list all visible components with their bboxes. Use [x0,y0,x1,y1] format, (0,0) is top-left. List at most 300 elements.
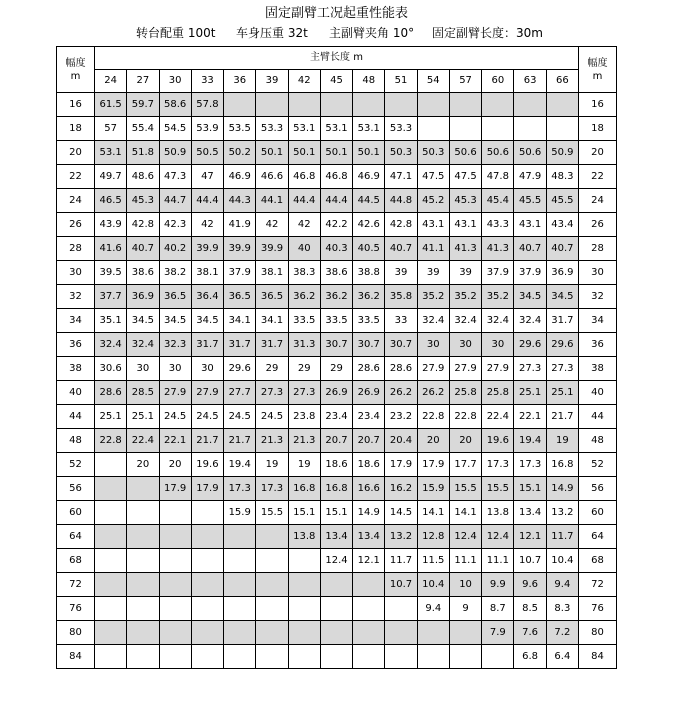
capacity-cell: 18.6 [320,453,352,477]
capacity-cell: 43.1 [449,213,481,237]
capacity-cell [191,597,223,621]
capacity-cell [288,645,320,669]
capacity-cell: 36.2 [353,285,385,309]
capacity-cell [127,621,159,645]
capacity-cell [449,621,481,645]
capacity-cell: 26.2 [417,381,449,405]
capacity-cell: 47.3 [159,165,191,189]
capacity-cell: 14.9 [546,477,578,501]
capacity-cell: 44.3 [224,189,256,213]
header-row-boom [57,47,617,70]
capacity-cell [385,597,417,621]
table-row [57,165,617,189]
radius-cell-right: 36 [579,333,617,357]
capacity-cell: 20.7 [353,429,385,453]
radius-cell-right: 38 [579,357,617,381]
table-row [57,261,617,285]
capacity-cell: 22.1 [159,429,191,453]
capacity-cell: 45.3 [449,189,481,213]
capacity-cell [288,93,320,117]
capacity-cell: 40.7 [514,237,546,261]
radius-cell-right: 44 [579,405,617,429]
capacity-cell [159,645,191,669]
capacity-cell: 8.3 [546,597,578,621]
capacity-cell: 49.7 [95,165,127,189]
capacity-cell: 12.8 [417,525,449,549]
capacity-cell [95,621,127,645]
capacity-cell [449,645,481,669]
capacity-cell: 38.6 [320,261,352,285]
capacity-cell: 30.6 [95,357,127,381]
capacity-cell: 24.5 [159,405,191,429]
capacity-cell: 8.7 [482,597,514,621]
capacity-cell: 47.5 [449,165,481,189]
capacity-cell: 38.1 [191,261,223,285]
table-row [57,93,617,117]
capacity-cell [159,525,191,549]
capacity-cell: 61.5 [95,93,127,117]
capacity-cell: 9.6 [514,573,546,597]
table-row [57,429,617,453]
capacity-cell: 30 [449,333,481,357]
capacity-cell: 28.6 [353,357,385,381]
capacity-cell: 9 [449,597,481,621]
capacity-cell [482,645,514,669]
capacity-cell: 18.6 [353,453,385,477]
capacity-cell [320,93,352,117]
radius-cell-left: 24 [57,189,95,213]
capacity-cell: 33 [385,309,417,333]
capacity-cell [224,645,256,669]
capacity-cell: 50.1 [320,141,352,165]
capacity-cell [288,621,320,645]
capacity-cell [256,93,288,117]
table-row [57,237,617,261]
capacity-cell: 45.5 [514,189,546,213]
capacity-cell [95,597,127,621]
capacity-cell: 38.6 [127,261,159,285]
capacity-cell: 22.4 [482,405,514,429]
capacity-cell [95,477,127,501]
capacity-cell [191,525,223,549]
capacity-cell: 32.4 [449,309,481,333]
capacity-cell: 31.7 [191,333,223,357]
radius-cell-right: 64 [579,525,617,549]
capacity-cell [127,525,159,549]
radius-cell-right: 22 [579,165,617,189]
capacity-cell: 12.4 [320,549,352,573]
table-row [57,597,617,621]
capacity-cell: 17.9 [159,477,191,501]
capacity-cell: 55.4 [127,117,159,141]
capacity-cell: 25.8 [482,381,514,405]
capacity-cell [191,645,223,669]
capacity-cell: 19.4 [224,453,256,477]
radius-cell-right: 20 [579,141,617,165]
capacity-cell: 27.3 [514,357,546,381]
capacity-cell: 30 [191,357,223,381]
boom-length-cell: 63 [514,70,546,93]
capacity-cell: 32.3 [159,333,191,357]
capacity-cell: 35.1 [95,309,127,333]
capacity-cell: 39 [417,261,449,285]
capacity-cell: 35.2 [482,285,514,309]
capacity-cell: 34.5 [546,285,578,309]
capacity-cell: 20.7 [320,429,352,453]
jib-length-label: 固定副臂长度：30m [432,26,543,40]
capacity-cell [482,117,514,141]
capacity-cell: 36.5 [256,285,288,309]
radius-cell-right: 40 [579,381,617,405]
capacity-cell [320,597,352,621]
capacity-cell [256,645,288,669]
capacity-cell: 34.1 [224,309,256,333]
capacity-cell: 36.2 [320,285,352,309]
capacity-cell: 44.4 [288,189,320,213]
capacity-cell [449,93,481,117]
radius-cell-left: 26 [57,213,95,237]
capacity-cell: 42.8 [127,213,159,237]
capacity-cell: 39 [449,261,481,285]
capacity-cell: 46.5 [95,189,127,213]
table-row [57,621,617,645]
capacity-cell: 37.9 [514,261,546,285]
capacity-cell: 50.6 [482,141,514,165]
capacity-cell: 43.9 [95,213,127,237]
capacity-cell: 12.1 [514,525,546,549]
capacity-cell: 17.9 [191,477,223,501]
capacity-cell: 32.4 [95,333,127,357]
capacity-cell: 41.9 [224,213,256,237]
capacity-cell: 53.3 [385,117,417,141]
capacity-cell: 41.3 [482,237,514,261]
capacity-cell [159,597,191,621]
capacity-cell: 30 [482,333,514,357]
capacity-cell: 57.8 [191,93,223,117]
capacity-cell: 30 [127,357,159,381]
capacity-cell [224,597,256,621]
capacity-cell [320,621,352,645]
capacity-cell [546,117,578,141]
capacity-cell: 27.9 [191,381,223,405]
capacity-cell: 50.6 [514,141,546,165]
radius-cell-right: 52 [579,453,617,477]
capacity-cell: 10.7 [385,573,417,597]
radius-cell-left: 64 [57,525,95,549]
capacity-cell [353,621,385,645]
capacity-cell: 50.9 [159,141,191,165]
capacity-cell: 53.5 [224,117,256,141]
radius-header-text: 幅度 [65,57,86,69]
capacity-cell: 30 [159,357,191,381]
boom-length-cell: 57 [449,70,481,93]
capacity-cell: 33.5 [353,309,385,333]
capacity-cell: 6.8 [514,645,546,669]
capacity-cell [127,477,159,501]
capacity-cell: 36.5 [224,285,256,309]
capacity-cell: 23.4 [320,405,352,429]
capacity-cell: 13.4 [353,525,385,549]
capacity-cell [95,645,127,669]
capacity-cell: 20 [159,453,191,477]
capacity-cell: 50.6 [449,141,481,165]
capacity-cell [191,549,223,573]
table-row [57,381,617,405]
table-row [57,285,617,309]
capacity-cell: 38.2 [159,261,191,285]
radius-cell-right: 84 [579,645,617,669]
capacity-cell: 22.1 [514,405,546,429]
capacity-cell: 38.1 [256,261,288,285]
capacity-cell: 32.4 [417,309,449,333]
header-row-lengths [57,70,617,93]
capacity-cell [256,525,288,549]
capacity-cell: 16.8 [546,453,578,477]
capacity-cell: 34.5 [514,285,546,309]
capacity-cell: 31.7 [224,333,256,357]
capacity-cell [417,117,449,141]
radius-cell-left: 40 [57,381,95,405]
capacity-cell: 40.7 [127,237,159,261]
capacity-cell: 15.1 [288,501,320,525]
capacity-cell: 59.7 [127,93,159,117]
capacity-cell: 47.1 [385,165,417,189]
capacity-cell: 30 [417,333,449,357]
capacity-cell: 50.1 [353,141,385,165]
capacity-cell: 54.5 [159,117,191,141]
radius-cell-left: 52 [57,453,95,477]
table-row [57,501,617,525]
capacity-cell: 14.5 [385,501,417,525]
boom-length-cell: 24 [95,70,127,93]
radius-cell-right: 34 [579,309,617,333]
capacity-cell: 24.5 [256,405,288,429]
capacity-cell: 11.1 [482,549,514,573]
capacity-cell [95,549,127,573]
capacity-cell: 37.7 [95,285,127,309]
table-row [57,405,617,429]
capacity-cell: 31.3 [288,333,320,357]
capacity-cell: 50.2 [224,141,256,165]
capacity-cell: 57 [95,117,127,141]
capacity-cell: 19.6 [482,429,514,453]
radius-cell-left: 18 [57,117,95,141]
capacity-cell: 8.5 [514,597,546,621]
capacity-cell [385,645,417,669]
capacity-cell: 44.7 [159,189,191,213]
capacity-cell: 30.7 [353,333,385,357]
capacity-cell: 27.9 [417,357,449,381]
capacity-cell: 38.8 [353,261,385,285]
boom-length-cell: 42 [288,70,320,93]
capacity-cell: 35.2 [449,285,481,309]
capacity-cell: 44.8 [385,189,417,213]
capacity-cell: 50.1 [256,141,288,165]
capacity-cell: 14.1 [449,501,481,525]
capacity-cell: 53.1 [353,117,385,141]
capacity-cell: 36.5 [159,285,191,309]
capacity-cell: 14.1 [417,501,449,525]
capacity-cell [353,645,385,669]
capacity-cell: 35.2 [417,285,449,309]
capacity-cell: 43.3 [482,213,514,237]
capacity-cell: 44.4 [191,189,223,213]
capacity-cell: 29 [320,357,352,381]
capacity-cell: 23.4 [353,405,385,429]
capacity-cell: 15.1 [320,501,352,525]
capacity-cell: 28.5 [127,381,159,405]
table-row [57,189,617,213]
capacity-cell: 48.6 [127,165,159,189]
capacity-cell: 25.8 [449,381,481,405]
radius-cell-right: 48 [579,429,617,453]
capacity-cell [191,573,223,597]
radius-cell-right: 26 [579,213,617,237]
capacity-cell: 27.3 [256,381,288,405]
capacity-cell: 47.5 [417,165,449,189]
capacity-cell [127,597,159,621]
capacity-cell: 22.8 [417,405,449,429]
radius-cell-right: 24 [579,189,617,213]
capacity-cell: 22.8 [449,405,481,429]
radius-cell-left: 34 [57,309,95,333]
capacity-cell [256,549,288,573]
capacity-cell: 41.1 [417,237,449,261]
capacity-cell: 32.4 [127,333,159,357]
capacity-cell: 13.2 [385,525,417,549]
capacity-cell: 9.4 [417,597,449,621]
capacity-cell: 11.1 [449,549,481,573]
capacity-cell: 39 [385,261,417,285]
capacity-cell [288,549,320,573]
capacity-cell: 15.5 [482,477,514,501]
capacity-cell [224,525,256,549]
capacity-cell: 33.5 [320,309,352,333]
capacity-cell: 53.1 [320,117,352,141]
capacity-cell: 46.8 [288,165,320,189]
capacity-cell: 21.3 [256,429,288,453]
capacity-cell [159,501,191,525]
capacity-cell: 16.8 [288,477,320,501]
capacity-cell [320,573,352,597]
capacity-cell: 50.9 [546,141,578,165]
capacity-cell: 46.9 [224,165,256,189]
capacity-cell: 19.6 [191,453,223,477]
radius-cell-left: 30 [57,261,95,285]
capacity-cell: 27.9 [159,381,191,405]
capacity-cell: 24.5 [191,405,223,429]
capacity-cell: 50.3 [385,141,417,165]
radius-cell-left: 72 [57,573,95,597]
capacity-cell [546,93,578,117]
capacity-cell: 46.6 [256,165,288,189]
table-row [57,141,617,165]
radius-unit-text: m [70,70,81,82]
capacity-cell: 17.9 [417,453,449,477]
radius-cell-left: 60 [57,501,95,525]
capacity-cell: 42.8 [385,213,417,237]
capacity-cell: 10.4 [417,573,449,597]
capacity-cell: 10.4 [546,549,578,573]
capacity-cell: 11.7 [385,549,417,573]
radius-cell-left: 80 [57,621,95,645]
capacity-cell: 14.9 [353,501,385,525]
capacity-cell: 36.2 [288,285,320,309]
capacity-cell: 21.7 [546,405,578,429]
table-row [57,333,617,357]
capacity-cell: 13.8 [288,525,320,549]
radius-cell-left: 76 [57,597,95,621]
capacity-cell: 27.9 [449,357,481,381]
capacity-cell [191,621,223,645]
capacity-cell: 42.6 [353,213,385,237]
boom-length-cell: 45 [320,70,352,93]
capacity-cell: 40 [288,237,320,261]
capacity-cell: 36.4 [191,285,223,309]
capacity-cell: 10.7 [514,549,546,573]
table-row [57,213,617,237]
capacity-cell: 46.8 [320,165,352,189]
capacity-cell [224,573,256,597]
capacity-cell: 9.4 [546,573,578,597]
capacity-cell: 47.9 [514,165,546,189]
capacity-cell [256,573,288,597]
capacity-cell: 29.6 [514,333,546,357]
capacity-cell: 7.2 [546,621,578,645]
radius-cell-left: 48 [57,429,95,453]
radius-cell-right: 18 [579,117,617,141]
capacity-cell: 10 [449,573,481,597]
radius-cell-left: 38 [57,357,95,381]
capacity-cell: 17.3 [482,453,514,477]
capacity-cell: 40.7 [546,237,578,261]
boom-length-header: 主臂长度 m [95,47,579,70]
capacity-cell: 17.3 [224,477,256,501]
capacity-cell [417,621,449,645]
capacity-cell: 41.6 [95,237,127,261]
radius-cell-left: 28 [57,237,95,261]
capacity-cell [95,525,127,549]
capacity-cell: 34.5 [159,309,191,333]
capacity-cell: 50.3 [417,141,449,165]
capacity-cell: 39.9 [224,237,256,261]
radius-header-left [57,47,95,93]
table-row [57,573,617,597]
capacity-cell [288,597,320,621]
capacity-cell [95,501,127,525]
capacity-cell: 17.9 [385,453,417,477]
capacity-cell: 29 [256,357,288,381]
capacity-cell: 17.3 [256,477,288,501]
radius-cell-left: 20 [57,141,95,165]
capacity-cell [159,549,191,573]
capacity-cell [224,93,256,117]
capacity-cell: 43.4 [546,213,578,237]
capacity-cell: 29.6 [224,357,256,381]
capacity-cell: 27.3 [546,357,578,381]
capacity-cell: 40.5 [353,237,385,261]
capacity-cell [191,501,223,525]
capacity-cell: 27.3 [288,381,320,405]
capacity-cell: 45.4 [482,189,514,213]
capacity-cell: 23.2 [385,405,417,429]
capacity-cell: 50.1 [288,141,320,165]
capacity-cell: 31.7 [256,333,288,357]
load-chart-table [56,46,617,669]
capacity-cell: 36.9 [546,261,578,285]
boom-length-cell: 36 [224,70,256,93]
capacity-cell: 41.3 [449,237,481,261]
